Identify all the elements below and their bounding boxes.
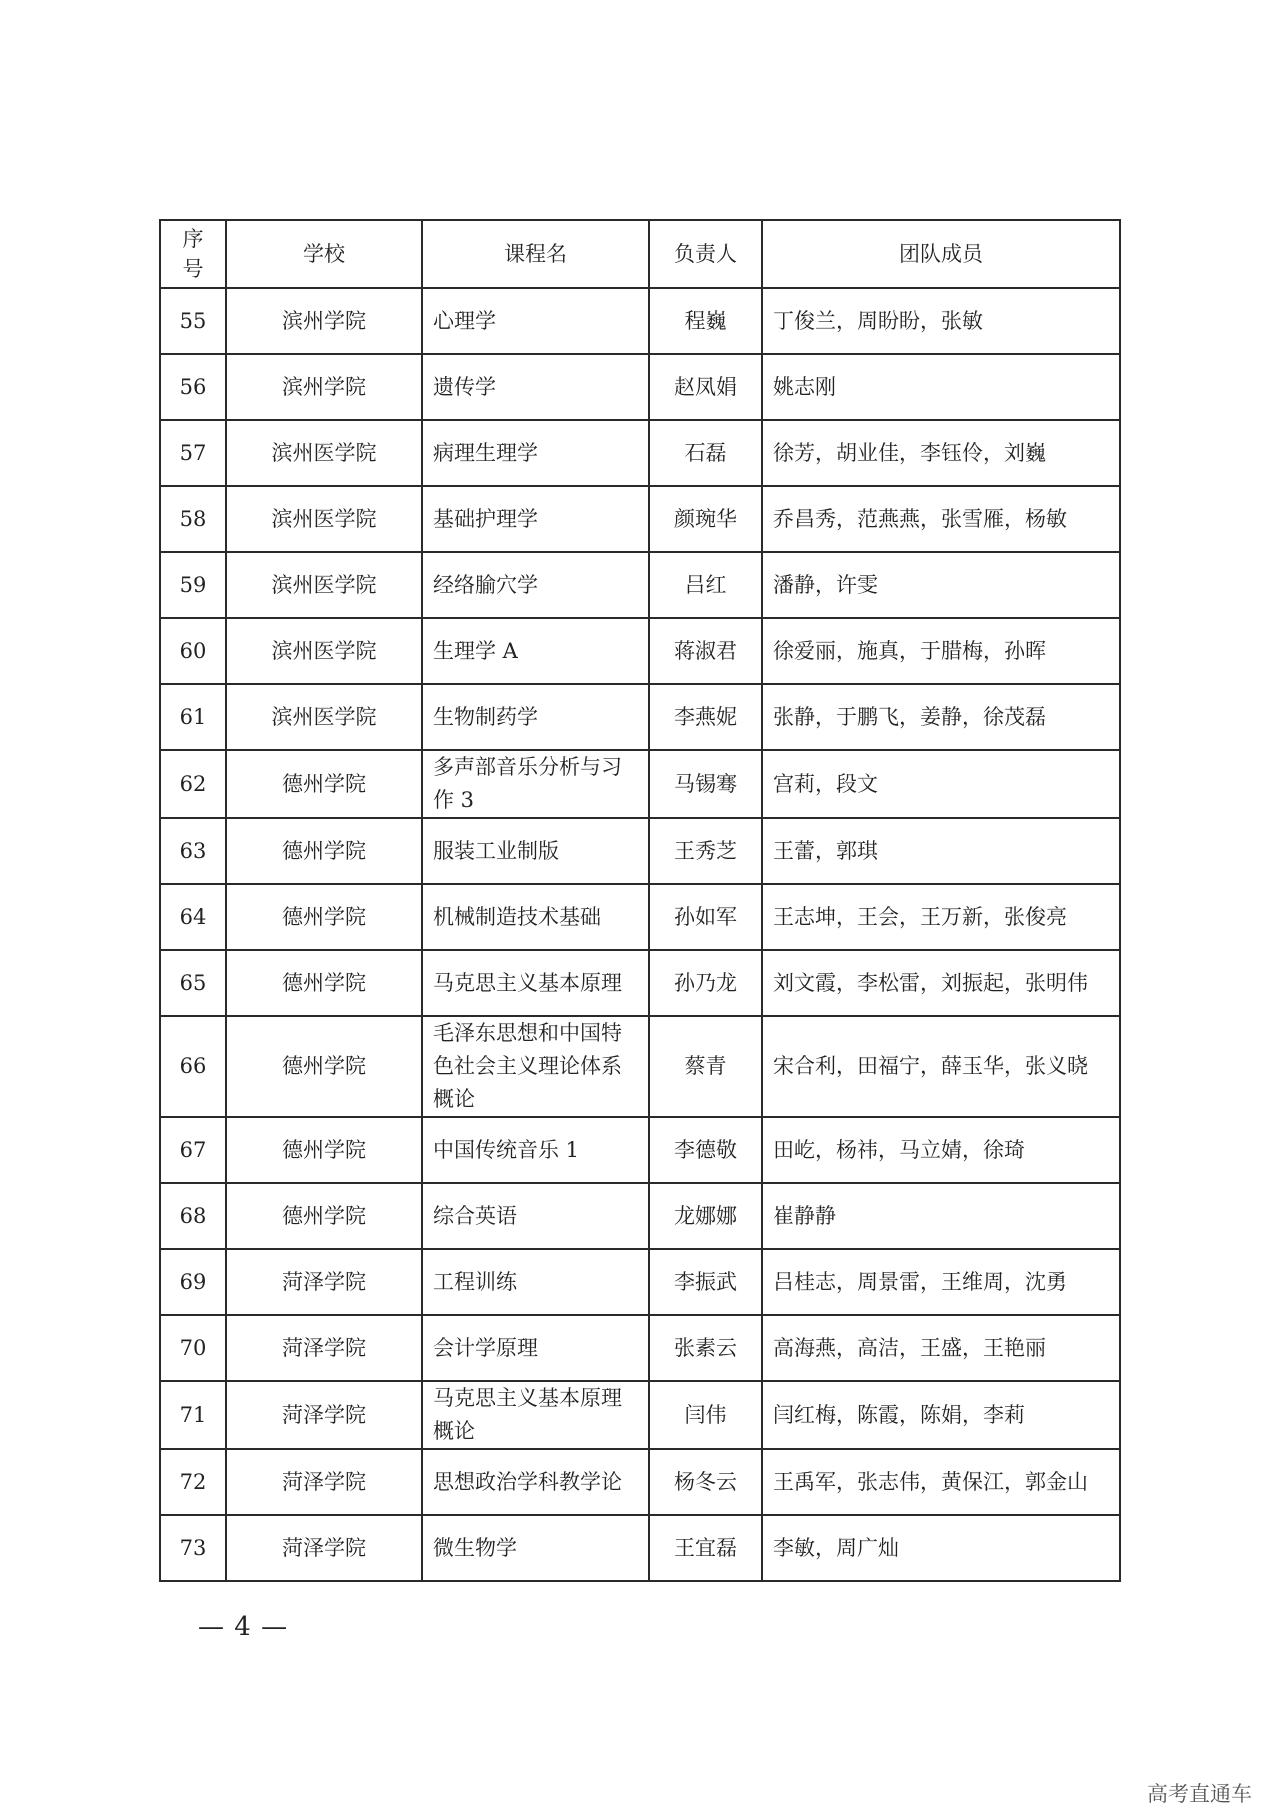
cell-team: 刘文霞，李松雷，刘振起，张明伟 <box>762 950 1120 1016</box>
cell-lead: 颜琬华 <box>649 486 762 552</box>
cell-team: 潘静，许雯 <box>762 552 1120 618</box>
cell-no: 56 <box>160 354 226 420</box>
cell-no: 61 <box>160 684 226 750</box>
table-row <box>160 750 1120 818</box>
cell-lead: 王宜磊 <box>649 1515 762 1581</box>
cell-lead: 张素云 <box>649 1315 762 1381</box>
cell-school: 德州学院 <box>226 750 422 818</box>
cell-no: 65 <box>160 950 226 1016</box>
cell-school: 滨州医学院 <box>226 552 422 618</box>
table-row <box>160 288 1120 354</box>
cell-no: 71 <box>160 1381 226 1449</box>
cell-no: 73 <box>160 1515 226 1581</box>
cell-no: 62 <box>160 750 226 818</box>
table-row <box>160 684 1120 750</box>
cell-no: 68 <box>160 1183 226 1249</box>
table-row <box>160 1249 1120 1315</box>
cell-team: 丁俊兰，周盼盼，张敏 <box>762 288 1120 354</box>
cell-lead: 石磊 <box>649 420 762 486</box>
cell-lead: 闫伟 <box>649 1381 762 1449</box>
cell-team: 王蕾，郭琪 <box>762 818 1120 884</box>
header-team: 团队成员 <box>762 220 1120 288</box>
cell-team: 张静，于鹏飞，姜静，徐茂磊 <box>762 684 1120 750</box>
header-lead: 负责人 <box>649 220 762 288</box>
table-row <box>160 354 1120 420</box>
cell-team: 高海燕，高洁，王盛，王艳丽 <box>762 1315 1120 1381</box>
table-row <box>160 1183 1120 1249</box>
table-row <box>160 884 1120 950</box>
table-row <box>160 420 1120 486</box>
cell-course: 病理生理学 <box>422 420 649 486</box>
cell-lead: 李振武 <box>649 1249 762 1315</box>
cell-course: 遗传学 <box>422 354 649 420</box>
cell-team: 吕桂志，周景雷，王维周，沈勇 <box>762 1249 1120 1315</box>
cell-course: 毛泽东思想和中国特色社会主义理论体系概论 <box>422 1016 649 1117</box>
cell-lead: 马锡骞 <box>649 750 762 818</box>
cell-team: 崔静静 <box>762 1183 1120 1249</box>
header-course: 课程名 <box>422 220 649 288</box>
cell-lead: 李燕妮 <box>649 684 762 750</box>
cell-lead: 李德敬 <box>649 1117 762 1183</box>
cell-no: 69 <box>160 1249 226 1315</box>
cell-no: 58 <box>160 486 226 552</box>
cell-lead: 龙娜娜 <box>649 1183 762 1249</box>
cell-team: 宋合利，田福宁，薛玉华，张义晓 <box>762 1016 1120 1117</box>
cell-lead: 蔡青 <box>649 1016 762 1117</box>
cell-school: 滨州医学院 <box>226 618 422 684</box>
page-number: — 4 — <box>198 1612 289 1642</box>
cell-team: 王禹军，张志伟，黄保江，郭金山 <box>762 1449 1120 1515</box>
cell-team: 姚志刚 <box>762 354 1120 420</box>
watermark: 高考直通车 <box>1147 1782 1252 1806</box>
table-row <box>160 486 1120 552</box>
cell-course: 生物制药学 <box>422 684 649 750</box>
cell-school: 滨州学院 <box>226 354 422 420</box>
table-row <box>160 1449 1120 1515</box>
cell-course: 生理学 A <box>422 618 649 684</box>
table-row <box>160 1117 1120 1183</box>
cell-course: 机械制造技术基础 <box>422 884 649 950</box>
cell-school: 德州学院 <box>226 1183 422 1249</box>
cell-team: 李敏，周广灿 <box>762 1515 1120 1581</box>
cell-no: 59 <box>160 552 226 618</box>
cell-course: 中国传统音乐 1 <box>422 1117 649 1183</box>
cell-course: 工程训练 <box>422 1249 649 1315</box>
cell-no: 67 <box>160 1117 226 1183</box>
cell-school: 德州学院 <box>226 818 422 884</box>
cell-no: 70 <box>160 1315 226 1381</box>
cell-course: 马克思主义基本原理 <box>422 950 649 1016</box>
cell-course: 基础护理学 <box>422 486 649 552</box>
cell-school: 菏泽学院 <box>226 1315 422 1381</box>
cell-school: 菏泽学院 <box>226 1381 422 1449</box>
cell-course: 综合英语 <box>422 1183 649 1249</box>
cell-no: 72 <box>160 1449 226 1515</box>
cell-school: 滨州学院 <box>226 288 422 354</box>
cell-team: 田屹，杨祎，马立婧，徐琦 <box>762 1117 1120 1183</box>
cell-school: 滨州医学院 <box>226 684 422 750</box>
table-row <box>160 1381 1120 1449</box>
cell-team: 王志坤，王会，王万新，张俊亮 <box>762 884 1120 950</box>
cell-school: 德州学院 <box>226 1016 422 1117</box>
cell-course: 服装工业制版 <box>422 818 649 884</box>
cell-lead: 孙如军 <box>649 884 762 950</box>
cell-lead: 杨冬云 <box>649 1449 762 1515</box>
table-row <box>160 818 1120 884</box>
cell-course: 微生物学 <box>422 1515 649 1581</box>
cell-school: 德州学院 <box>226 1117 422 1183</box>
table-body <box>160 288 1120 1581</box>
cell-team: 闫红梅，陈霞，陈娟，李莉 <box>762 1381 1120 1449</box>
table-row <box>160 1515 1120 1581</box>
cell-team: 宫莉，段文 <box>762 750 1120 818</box>
cell-course: 经络腧穴学 <box>422 552 649 618</box>
cell-team: 徐爱丽，施真，于腊梅，孙晖 <box>762 618 1120 684</box>
cell-lead: 孙乃龙 <box>649 950 762 1016</box>
cell-no: 55 <box>160 288 226 354</box>
table-row <box>160 552 1120 618</box>
cell-team: 乔昌秀，范燕燕，张雪雁，杨敏 <box>762 486 1120 552</box>
course-table <box>159 219 1121 1582</box>
cell-school: 菏泽学院 <box>226 1249 422 1315</box>
header-row <box>160 220 1120 288</box>
cell-no: 57 <box>160 420 226 486</box>
table-row <box>160 1016 1120 1117</box>
cell-no: 64 <box>160 884 226 950</box>
cell-lead: 吕红 <box>649 552 762 618</box>
cell-school: 菏泽学院 <box>226 1515 422 1581</box>
cell-no: 60 <box>160 618 226 684</box>
cell-no: 63 <box>160 818 226 884</box>
cell-school: 德州学院 <box>226 884 422 950</box>
cell-school: 滨州医学院 <box>226 420 422 486</box>
cell-no: 66 <box>160 1016 226 1117</box>
cell-school: 德州学院 <box>226 950 422 1016</box>
header-school: 学校 <box>226 220 422 288</box>
cell-school: 滨州医学院 <box>226 486 422 552</box>
cell-course: 马克思主义基本原理概论 <box>422 1381 649 1449</box>
table-row <box>160 1315 1120 1381</box>
cell-lead: 王秀芝 <box>649 818 762 884</box>
header-no: 序 号 <box>160 220 226 288</box>
cell-course: 思想政治学科教学论 <box>422 1449 649 1515</box>
cell-lead: 蒋淑君 <box>649 618 762 684</box>
table-row <box>160 950 1120 1016</box>
table-row <box>160 618 1120 684</box>
cell-lead: 程巍 <box>649 288 762 354</box>
cell-course: 心理学 <box>422 288 649 354</box>
cell-school: 菏泽学院 <box>226 1449 422 1515</box>
cell-course: 会计学原理 <box>422 1315 649 1381</box>
cell-course: 多声部音乐分析与习作 3 <box>422 750 649 818</box>
cell-team: 徐芳，胡业佳，李钰伶，刘巍 <box>762 420 1120 486</box>
cell-lead: 赵凤娟 <box>649 354 762 420</box>
